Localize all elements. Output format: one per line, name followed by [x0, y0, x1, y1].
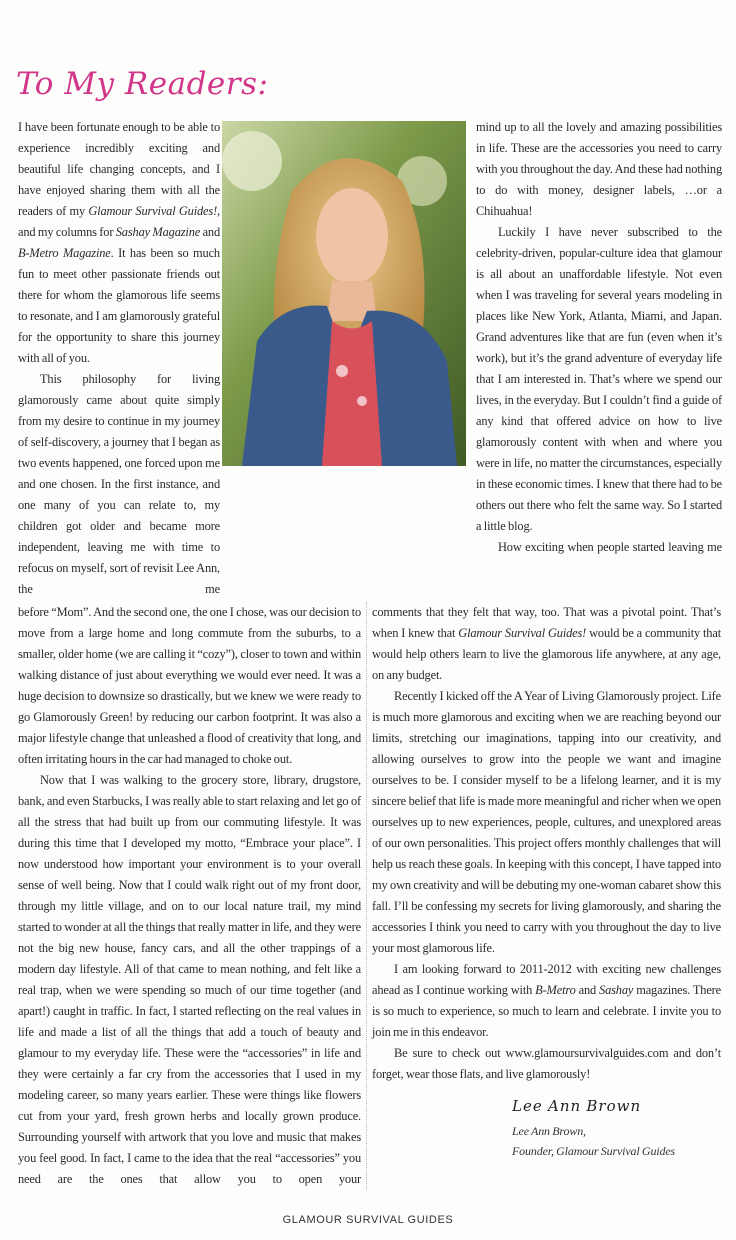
paragraph — [372, 602, 721, 686]
column-top-right — [476, 117, 722, 558]
body-text: . It has been so much fun to meet other passionate friends out there for whom the glamorous life seems to resonate, and I am glamorously grateful for the opportunity to share this journey with all of you. — [18, 246, 220, 365]
italic-title-text: Glamour Survival Guides! — [88, 204, 218, 218]
column-divider — [366, 602, 367, 1190]
paragraph — [476, 537, 722, 558]
signature-area — [512, 1095, 721, 1161]
page-heading: To My Readers: — [16, 66, 269, 102]
body-text: I have been fortunate enough to be able to experience incredibly exciting and beautiful life changing concepts, and I have enjoyed sharing them with all the readers of my — [18, 120, 220, 218]
body-text: I am looking forward to 2011-2012 with exciting new challenges ahead as I continue working with — [372, 962, 721, 997]
author-photo — [222, 121, 466, 466]
signature-name: Lee Ann Brown, — [512, 1124, 586, 1138]
paragraph — [18, 369, 220, 600]
column-bottom-right — [372, 602, 721, 1161]
body-text: This philosophy for living glamorously came about quite simply from my desire to continue in my journey of self-discovery, a journey that I began as two events happened, one forced upon me and one chosen. In the first instance, and one many of you can relate to, my children got older and became more independent, leaving me with time to refocus on myself, sort of revisit Lee Ann, the me — [18, 372, 220, 596]
italic-title-text: Sashay Magazine — [115, 225, 201, 239]
italic-title-text: B-Metro — [535, 983, 576, 997]
paragraph — [372, 686, 721, 959]
body-text: and — [200, 225, 221, 239]
body-text: Now that I was walking to the grocery store, library, drugstore, bank, and even Starbucks, I was really able to start relaxing and let go of all the stress that had built up from our commuting lifestyle. It was during this time that I developed my motto, “Embrace your place”. I now understood how important your environment is to your overall sense of well being. Now that I could walk right out of my front door, through my little village, and on to our local nature trail, my mind started to wonder at all the things that really matter in life, and they were not the big new house, fancy cars, and all the other trappings of a modern day lifestyle. All of that came to mean nothing, and felt like a real trap, when we were spending so much of our time together (and apart!) caught in traffic. In fact, I started reflecting on the real values in life and made a list of all the things that add a touch of beauty and glamour to my everyday life. These were the “accessories” in life and they were certainly a far cry from the accessories that I used in my modeling career, so many years earlier. These were things like flowers cut from your yard, fresh grown herbs and locally grown produce. Surrounding yourself with artwork that you love and music that makes you feel good. In fact, I came to the idea that the real “accessories” you need are the ones that allow you to open your — [18, 773, 361, 1186]
body-text: Be sure to check out www.glamoursurvivalguides.com and don’t forget, wear those flats, and live glamorously! — [372, 1046, 721, 1081]
bottom-row — [18, 602, 722, 1190]
paragraph — [476, 117, 722, 222]
paragraph — [476, 222, 722, 537]
column-top-left — [18, 117, 220, 600]
signature-title: Founder, Glamour Survival Guides — [512, 1144, 676, 1158]
body-text: comments that they felt that way, too. That was a pivotal point. That’s when I knew that — [372, 605, 721, 640]
body-text: Luckily I have never subscribed to the celebrity-driven, popular-culture idea that glamour is all about an unaffordable lifestyle. Not even when I was traveling for several years modeling in places like New York, Atlanta, Miami, and Japan. Grand adventures like that are fun (even when it’s work), but it’s the grand adventure of everyday life that I am interested in. That’s where we spend our lives, in the everyday. But I couldn’t find a guide of any kind that offered advice on how to live glamorously content with when and where you were in life, no matter the circumstances, especially in these economic times. I knew that there had to be others out there who felt the same way. So I started a little blog. — [476, 225, 722, 533]
paragraph — [372, 959, 721, 1043]
page-footer: GLAMOUR SURVIVAL GUIDES — [282, 1214, 454, 1226]
body-text: before “Mom”. And the second one, the one I chose, was our decision to move from a large home and long commute from the suburbs, to a smaller, older home (we are calling it “cozy”), closer to town and within walking distance of just about everything we would ever need. It was a huge decision to downsize so drastically, but we knew we were ready to go Glamorously Green! by reducing our carbon footprint. It was also a major lifestyle change that unleashed a flood of creativity that long, and often irritating hours in the car had managed to choke out. — [18, 605, 361, 766]
paragraph — [18, 602, 361, 770]
paragraph — [372, 1043, 721, 1085]
body-text: , and my columns for — [18, 204, 220, 239]
top-row — [18, 117, 722, 600]
article-body — [18, 0, 722, 1190]
body-text: magazines. There is so much to experience, so much to learn and celebrate. I invite you to join me in this endeavor. — [372, 983, 721, 1039]
italic-title-text: Sashay — [599, 983, 634, 997]
signature-script: Lee Ann Brown — [512, 1097, 642, 1115]
signature-block — [512, 1121, 721, 1161]
paragraph — [18, 770, 361, 1190]
italic-title-text: B-Metro Magazine — [18, 246, 111, 260]
body-text: mind up to all the lovely and amazing possibilities in life. These are the accessories you need to carry with you throughout the day. And these had nothing to do with money, designer labels, …or a Chihuahua! — [476, 120, 722, 218]
paragraph — [18, 117, 220, 369]
body-text: How exciting when people started leaving me — [498, 540, 722, 554]
body-text: would be a community that would help others learn to live the glamorous life anywhere, at any age, on any budget. — [372, 626, 721, 682]
body-text: and — [575, 983, 600, 997]
italic-title-text: Glamour Survival Guides! — [458, 626, 587, 640]
body-text: Recently I kicked off the A Year of Living Glamorously project. Life is much more glamorous and exciting when we are reaching beyond our limits, stretching our imaginations, tapping into our creativity, and allowing ourselves to grow into the people we want and imagine ourselves to be. I consider myself to be a lifelong learner, and it is my sincere belief that life is made more meaningful and richer when we open ourselves up to new experiences, people, cultures, and unexplored areas of our own personalities. This project offers monthly challenges that will help us reach these goals. In keeping with this concept, I have tapped into my own creativity and will be debuting my one-woman cabaret show this fall. I’ll be confessing my secrets for living glamorously, and sharing the accessories I think you need to carry with you throughout the day to live your most glamorous life. — [372, 689, 721, 955]
column-bottom-left — [18, 602, 361, 1190]
